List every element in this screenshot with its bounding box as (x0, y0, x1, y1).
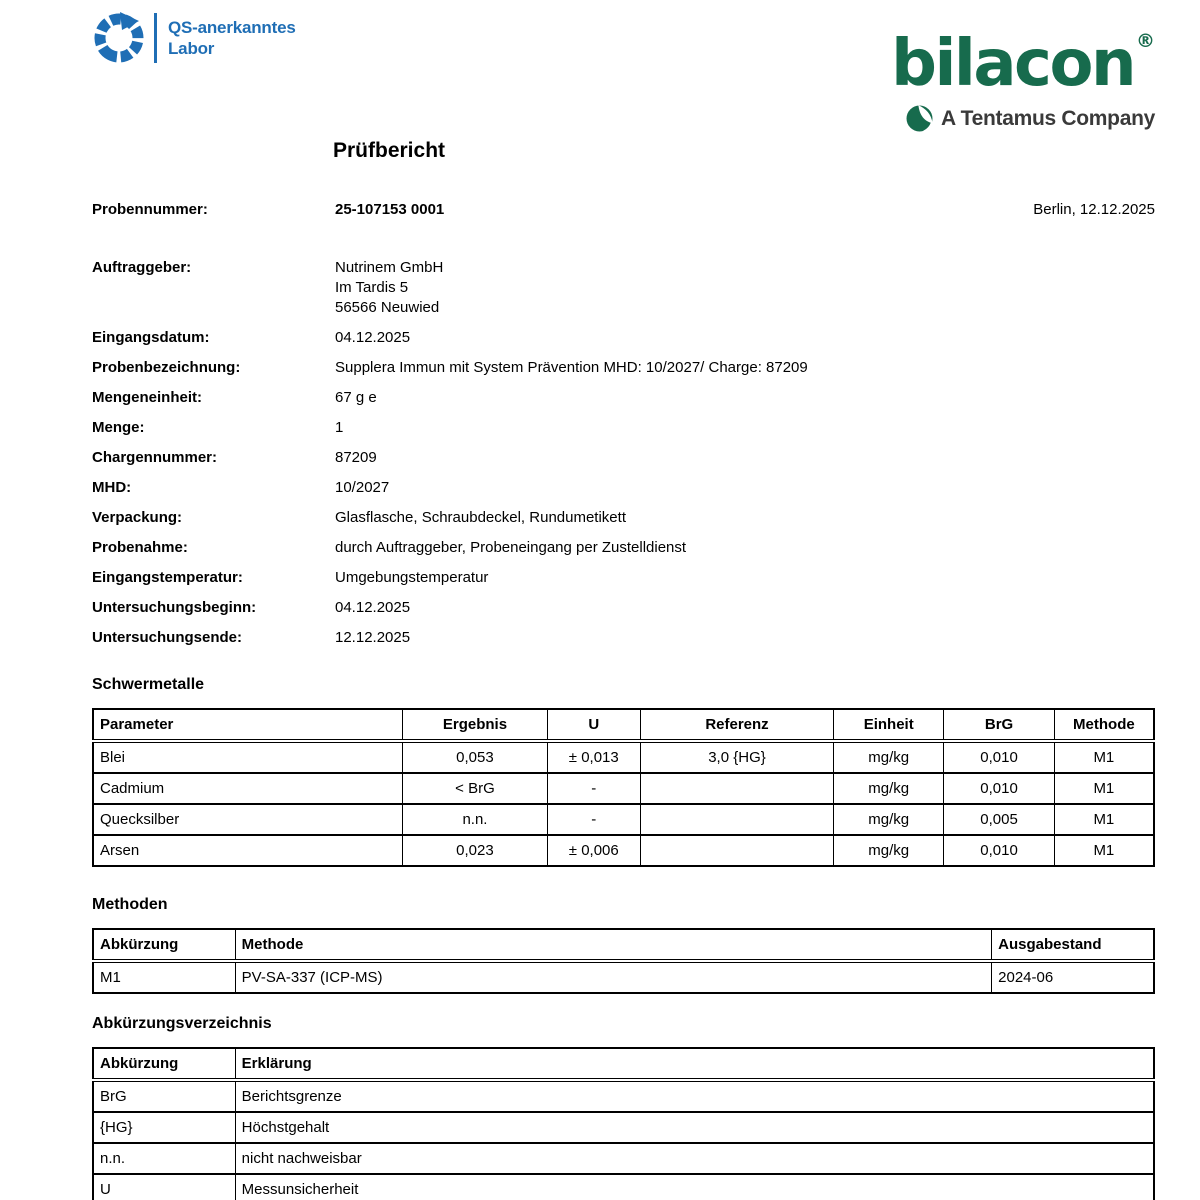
bilacon-wordmark (891, 2, 1155, 103)
table-cell: M1 (1054, 741, 1154, 773)
meta-label: Verpackung: (92, 509, 183, 526)
meta-row-probenahme (92, 538, 1155, 558)
tentamus-leaf-icon (906, 105, 933, 132)
table-row-blei (93, 741, 1154, 773)
col-ergebnis: Ergebnis (403, 709, 547, 741)
meta-value: Glasflasche, Schraubdeckel, Rundumetikett (335, 509, 626, 526)
sample-number-label: Probennummer: (92, 201, 208, 218)
table-cell: n.n. (403, 804, 547, 835)
report-header (92, 0, 1155, 138)
table-cell: 0,010 (944, 773, 1054, 804)
table-cell: 3,0 {HG} (640, 741, 833, 773)
table-cell: Blei (93, 741, 403, 773)
heavy-metals-table (92, 708, 1155, 867)
section-heading-schwermetalle: Schwermetalle (92, 676, 205, 693)
table-cell: {HG} (93, 1112, 235, 1143)
table-cell: - (547, 773, 640, 804)
meta-label: MHD: (92, 479, 132, 496)
table-cell: M1 (1054, 804, 1154, 835)
qs-logo-divider (154, 13, 157, 63)
table-cell: PV-SA-337 (ICP-MS) (235, 961, 991, 993)
meta-value: 56566 Neuwied (335, 299, 440, 316)
bilacon-wordmark-text: bilacon (891, 27, 1134, 101)
meta-value: 67 g e (335, 389, 377, 406)
table-cell: - (547, 804, 640, 835)
meta-label (92, 278, 335, 298)
meta-row-eingangsdatum (92, 328, 1155, 348)
meta-label: Menge: (92, 419, 145, 436)
col-u: U (547, 709, 640, 741)
qs-logo-line2: Labor (168, 39, 215, 58)
table-cell: 0,023 (403, 835, 547, 866)
meta-value: 1 (335, 419, 344, 436)
table-row-quecksilber (93, 804, 1154, 835)
registered-trademark-symbol: ® (1136, 30, 1155, 52)
meta-row-probenbezeichnung (92, 358, 1155, 378)
table-cell: ± 0,006 (547, 835, 640, 866)
meta-row-untersuchungsende (92, 628, 1155, 648)
col-einheit: Einheit (834, 709, 944, 741)
table-row-u (93, 1174, 1154, 1200)
table-row-cadmium (93, 773, 1154, 804)
table-cell (640, 773, 833, 804)
meta-row-address-city (92, 298, 1155, 318)
table-header-row (93, 929, 1154, 961)
table-cell: n.n. (93, 1143, 235, 1174)
meta-row-mengeneinheit (92, 388, 1155, 408)
meta-label: Untersuchungsbeginn: (92, 599, 257, 616)
abbreviations-table (92, 1047, 1155, 1200)
meta-row-auftraggeber (92, 258, 1155, 278)
meta-value: 12.12.2025 (335, 629, 411, 646)
table-cell: Höchstgehalt (235, 1112, 1154, 1143)
methods-table (92, 928, 1155, 994)
table-cell: M1 (93, 961, 235, 993)
qs-logo (93, 12, 296, 64)
section-heading-methoden: Methoden (92, 896, 168, 913)
qs-circular-arrow-icon (93, 12, 145, 64)
meta-row-mhd (92, 478, 1155, 498)
table-cell: ± 0,013 (547, 741, 640, 773)
table-cell: 2024-06 (992, 961, 1154, 993)
table-row-brg (93, 1080, 1154, 1112)
meta-value: Supplera Immun mit System Prävention MHD: 10/2027/ Charge: 87209 (335, 359, 808, 376)
sample-number-value: 25-107153 0001 (335, 201, 445, 218)
meta-row-chargennummer (92, 448, 1155, 468)
col-brg: BrG (944, 709, 1054, 741)
meta-row-eingangstemperatur (92, 568, 1155, 588)
meta-label: Untersuchungsende: (92, 629, 243, 646)
col-referenz: Referenz (640, 709, 833, 741)
table-cell: mg/kg (834, 804, 944, 835)
table-cell: nicht nachweisbar (235, 1143, 1154, 1174)
meta-value: 10/2027 (335, 479, 390, 496)
meta-value: 04.12.2025 (335, 329, 411, 346)
meta-value: Im Tardis 5 (335, 279, 409, 296)
table-cell (640, 835, 833, 866)
meta-value: 04.12.2025 (335, 599, 411, 616)
meta-row-untersuchungsbeginn (92, 598, 1155, 618)
table-cell: Arsen (93, 835, 403, 866)
col-ausgabestand: Ausgabestand (992, 929, 1154, 961)
table-cell: Cadmium (93, 773, 403, 804)
table-header-row (93, 1048, 1154, 1080)
table-cell: 0,010 (944, 835, 1054, 866)
meta-row-menge (92, 418, 1155, 438)
table-cell (640, 804, 833, 835)
meta-label (92, 298, 335, 318)
table-cell: U (93, 1174, 235, 1200)
section-heading-abkuerzungsverzeichnis: Abkürzungsverzeichnis (92, 1015, 272, 1032)
table-cell: 0,005 (944, 804, 1054, 835)
meta-row-verpackung (92, 508, 1155, 528)
col-abkuerzung: Abkürzung (93, 929, 235, 961)
col-parameter: Parameter (93, 709, 403, 741)
meta-label: Chargennummer: (92, 449, 218, 466)
meta-label: Mengeneinheit: (92, 389, 203, 406)
meta-value: 87209 (335, 449, 377, 466)
sample-number-row (92, 200, 1155, 220)
table-cell: mg/kg (834, 835, 944, 866)
meta-value: Nutrinem GmbH (335, 259, 444, 276)
table-cell: Messunsicherheit (235, 1174, 1154, 1200)
page-title: Prüfbericht (333, 139, 446, 162)
bilacon-logo (891, 2, 1155, 132)
meta-label: Eingangsdatum: (92, 329, 210, 346)
meta-label: Eingangstemperatur: (92, 569, 243, 586)
table-cell: mg/kg (834, 741, 944, 773)
meta-label: Auftraggeber: (92, 259, 192, 276)
table-cell: M1 (1054, 835, 1154, 866)
col-abkuerzung: Abkürzung (93, 1048, 235, 1080)
table-row-m1 (93, 961, 1154, 993)
table-cell: Quecksilber (93, 804, 403, 835)
col-methode: Methode (235, 929, 991, 961)
table-row-nn (93, 1143, 1154, 1174)
qs-logo-text (168, 17, 296, 59)
table-cell: < BrG (403, 773, 547, 804)
col-erklaerung: Erklärung (235, 1048, 1154, 1080)
table-cell: Berichtsgrenze (235, 1080, 1154, 1112)
meta-value: Umgebungstemperatur (335, 569, 489, 586)
meta-value: durch Auftraggeber, Probeneingang per Zustelldienst (335, 539, 687, 556)
col-methode: Methode (1054, 709, 1154, 741)
table-row-arsen (93, 835, 1154, 866)
table-cell: 0,053 (403, 741, 547, 773)
meta-label: Probenahme: (92, 539, 188, 556)
table-cell: mg/kg (834, 773, 944, 804)
meta-row-address-street (92, 278, 1155, 298)
table-header-row (93, 709, 1154, 741)
table-row-hg (93, 1112, 1154, 1143)
table-cell: BrG (93, 1080, 235, 1112)
table-cell: 0,010 (944, 741, 1054, 773)
tentamus-tagline (891, 105, 1155, 132)
meta-label: Probenbezeichnung: (92, 359, 241, 376)
place-date: Berlin, 12.12.2025 (1033, 201, 1155, 218)
table-cell: M1 (1054, 773, 1154, 804)
qs-logo-line1: QS-anerkanntes (168, 18, 296, 37)
tentamus-tagline-text: A Tentamus Company (941, 106, 1155, 130)
